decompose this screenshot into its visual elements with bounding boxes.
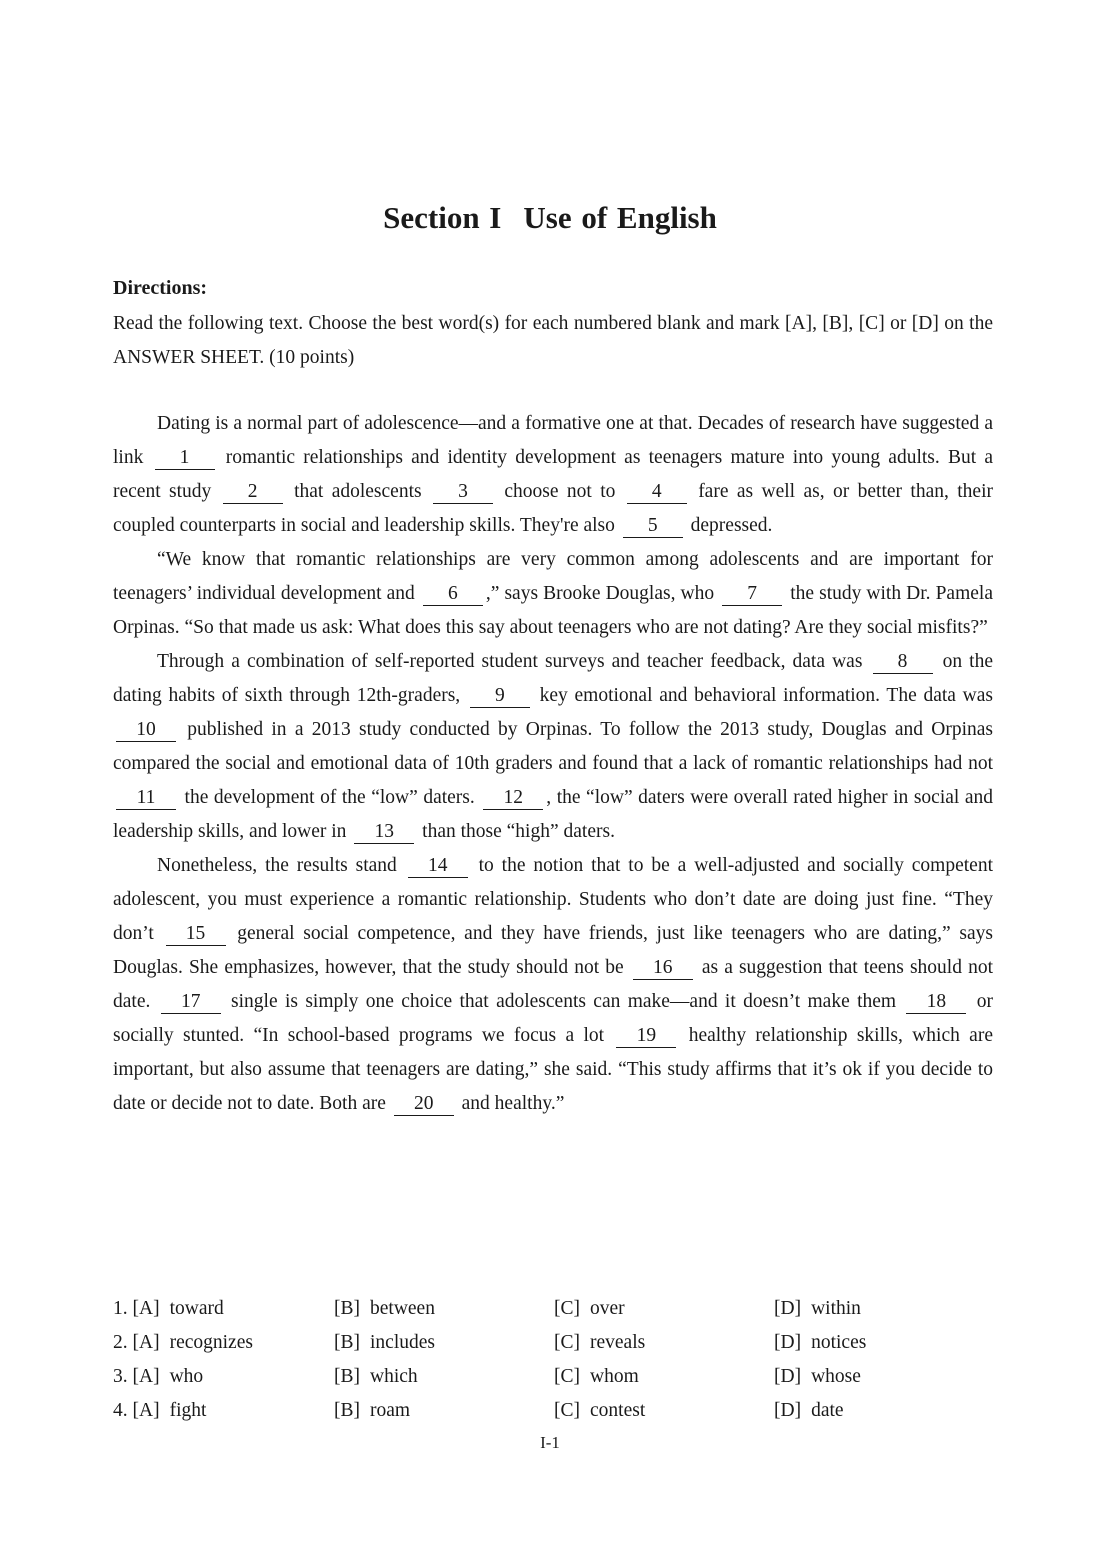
choice-letter: [A] xyxy=(132,1366,160,1387)
page-number: I-1 xyxy=(540,1433,560,1452)
choice-letter: [D] xyxy=(774,1366,802,1387)
section-title-name: Use of English xyxy=(523,200,717,235)
choice-text: who xyxy=(169,1366,204,1387)
cloze-blank[interactable]: 16 xyxy=(633,957,693,980)
choice-text: whose xyxy=(811,1366,861,1387)
passage-text: as a suggestion that teens should not date. xyxy=(113,957,993,1012)
passage-text: or socially stunted. “In school-based programs we focus a lot xyxy=(113,991,993,1046)
choice-text: contest xyxy=(590,1400,646,1421)
cloze-blank[interactable]: 19 xyxy=(616,1025,676,1048)
answer-choice[interactable] xyxy=(554,1400,774,1422)
passage-text: depressed. xyxy=(685,515,773,536)
directions-text: Read the following text. Choose the best word(s) for each numbered blank and mark [A], [B], [C] or [D] on the ANSWER SHEET. (10 points) xyxy=(113,313,993,368)
cloze-blank[interactable]: 15 xyxy=(166,923,226,946)
passage-text: general social competence, and they have friends, just like teenagers who are dating,” says Douglas. She emphasizes, however, that the study should not be xyxy=(113,923,993,978)
cloze-blank[interactable]: 2 xyxy=(223,481,283,504)
passage-text: “We know that romantic relationships are very common among adolescents and are important for teenagers’ individual development and xyxy=(113,549,993,604)
passage-paragraph xyxy=(113,407,993,543)
question-option-row xyxy=(113,1326,993,1360)
passage-text: Nonetheless, the results stand xyxy=(157,855,405,876)
choice-text: fight xyxy=(169,1400,207,1421)
cloze-blank[interactable]: 6 xyxy=(423,583,483,606)
choice-letter: [B] xyxy=(334,1366,360,1387)
choice-letter: [D] xyxy=(774,1298,802,1319)
answer-choice[interactable] xyxy=(113,1298,334,1320)
question-option-row xyxy=(113,1292,993,1326)
answer-choice[interactable] xyxy=(554,1366,774,1388)
question-number: 2. xyxy=(113,1332,133,1353)
section-title xyxy=(0,200,1100,236)
choice-letter: [D] xyxy=(774,1400,802,1421)
passage-text: on the dating habits of sixth through 12th-graders, xyxy=(113,651,993,706)
cloze-blank[interactable]: 18 xyxy=(906,991,966,1014)
cloze-blank[interactable]: 4 xyxy=(627,481,687,504)
cloze-blank[interactable]: 1 xyxy=(155,447,215,470)
choice-letter: [C] xyxy=(554,1366,580,1387)
cloze-blank[interactable]: 3 xyxy=(433,481,493,504)
passage-text: the development of the “low” daters. xyxy=(179,787,481,808)
choice-text: within xyxy=(811,1298,861,1319)
choice-text: date xyxy=(811,1400,844,1421)
choice-letter: [B] xyxy=(334,1400,360,1421)
passage-text: choose not to xyxy=(495,481,624,502)
passage-text: Through a combination of self-reported student surveys and teacher feedback, data was xyxy=(157,651,870,672)
answer-choice[interactable] xyxy=(113,1400,334,1422)
choice-letter: [D] xyxy=(774,1332,802,1353)
choice-text: over xyxy=(590,1298,625,1319)
passage-text: that adolescents xyxy=(285,481,430,502)
cloze-blank[interactable]: 17 xyxy=(161,991,221,1014)
answer-options xyxy=(113,1292,993,1428)
answer-choice[interactable] xyxy=(774,1366,993,1388)
passage-text: than those “high” daters. xyxy=(417,821,615,842)
choice-letter: [A] xyxy=(132,1298,160,1319)
passage-text: fare as well as, or better than, their coupled counterparts in social and leadership skills. They're also xyxy=(113,481,993,536)
cloze-blank[interactable]: 9 xyxy=(470,685,530,708)
cloze-blank[interactable]: 5 xyxy=(623,515,683,538)
choice-text: between xyxy=(370,1298,435,1319)
cloze-blank[interactable]: 7 xyxy=(722,583,782,606)
question-number: 3. xyxy=(113,1366,133,1387)
passage-paragraph xyxy=(113,849,993,1121)
passage-text: ,” says Brooke Douglas, who xyxy=(485,583,720,604)
passage-text: healthy relationship skills, which are important, but also assume that teenagers are dating,” she said. “This study affirms that it’s ok if you decide to date or decide not to date. Both are xyxy=(113,1025,993,1114)
question-number: 4. xyxy=(113,1400,133,1421)
answer-choice[interactable] xyxy=(334,1332,554,1354)
cloze-blank[interactable]: 12 xyxy=(483,787,543,810)
section-title-number: Section I xyxy=(383,200,502,235)
answer-choice[interactable] xyxy=(334,1366,554,1388)
answer-choice[interactable] xyxy=(334,1298,554,1320)
question-option-row xyxy=(113,1394,993,1428)
choice-letter: [C] xyxy=(554,1400,580,1421)
passage-text: the study with Dr. Pamela Orpinas. “So that made us ask: What does this say about teenagers who are not dating? Are they social misfits?” xyxy=(113,583,993,638)
choice-letter: [B] xyxy=(334,1332,360,1353)
cloze-blank[interactable]: 20 xyxy=(394,1093,454,1116)
passage-text: , the “low” daters were overall rated higher in social and leadership skills, and lower in xyxy=(113,787,993,842)
cloze-blank[interactable]: 14 xyxy=(408,855,468,878)
choice-letter: [A] xyxy=(132,1400,160,1421)
cloze-blank[interactable]: 11 xyxy=(116,787,176,810)
choice-letter: [B] xyxy=(334,1298,360,1319)
question-number: 1. xyxy=(113,1298,133,1319)
question-option-row xyxy=(113,1360,993,1394)
passage-text: key emotional and behavioral information. The data was xyxy=(532,685,993,706)
choice-text: which xyxy=(370,1366,418,1387)
answer-choice[interactable] xyxy=(774,1298,993,1320)
choice-letter: [A] xyxy=(132,1332,160,1353)
passage-paragraph xyxy=(113,543,993,645)
cloze-blank[interactable]: 8 xyxy=(873,651,933,674)
answer-choice[interactable] xyxy=(554,1298,774,1320)
passage-text: romantic relationships and identity development as teenagers mature into young adults. But a recent study xyxy=(113,447,993,502)
choice-text: whom xyxy=(590,1366,639,1387)
answer-choice[interactable] xyxy=(113,1366,334,1388)
answer-choice[interactable] xyxy=(334,1400,554,1422)
choice-text: roam xyxy=(370,1400,411,1421)
answer-choice[interactable] xyxy=(774,1332,993,1354)
passage-text: Dating is a normal part of adolescence—and a formative one at that. Decades of research have suggested a link xyxy=(113,413,993,468)
cloze-blank[interactable]: 10 xyxy=(116,719,176,742)
choice-text: notices xyxy=(811,1332,867,1353)
choice-letter: [C] xyxy=(554,1298,580,1319)
choice-text: recognizes xyxy=(169,1332,253,1353)
choice-text: reveals xyxy=(590,1332,646,1353)
passage-text: to the notion that to be a well-adjusted and socially competent adolescent, you must experience a romantic relationship. Students who don’t date are doing just fine. “They don’t xyxy=(113,855,993,944)
passage-text: single is simply one choice that adolescents can make—and it doesn’t make them xyxy=(223,991,904,1012)
passage-text: published in a 2013 study conducted by Orpinas. To follow the 2013 study, Douglas and Orpinas compared the social and emotional data of 10th graders and found that a lack of romantic relationships had not xyxy=(113,719,993,774)
answer-choice[interactable] xyxy=(113,1332,334,1354)
answer-choice[interactable] xyxy=(774,1400,993,1422)
answer-choice[interactable] xyxy=(554,1332,774,1354)
cloze-passage xyxy=(113,407,993,1121)
cloze-blank[interactable]: 13 xyxy=(354,821,414,844)
choice-letter: [C] xyxy=(554,1332,580,1353)
directions-label: Directions: xyxy=(113,277,208,299)
choice-text: includes xyxy=(370,1332,435,1353)
passage-paragraph xyxy=(113,645,993,849)
passage-text: and healthy.” xyxy=(456,1093,565,1114)
choice-text: toward xyxy=(169,1298,224,1319)
